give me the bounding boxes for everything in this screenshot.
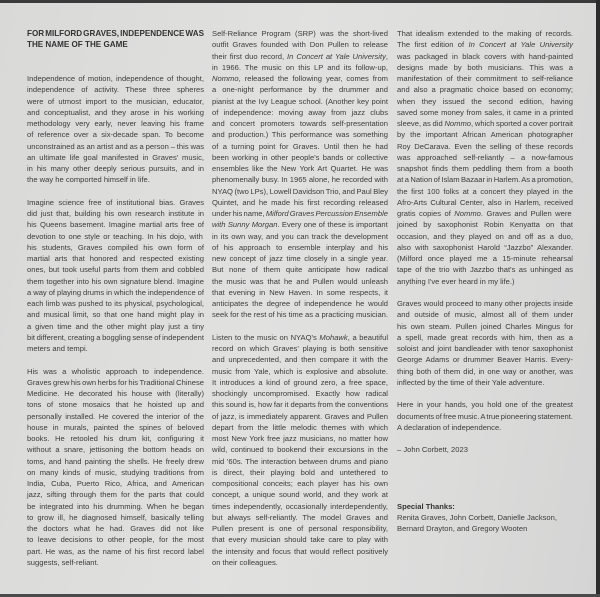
text-line: devotion to one style or teaching. In his dojo, with: [27, 231, 203, 241]
text-line: without a snare, jettisoning the bottom heads on: [27, 445, 204, 455]
italic-title: with Sunny Morgan: [212, 220, 278, 230]
text-segment: , a beautiful: [347, 332, 389, 342]
text-line: tape of the trio with Jazzbo that's as unhinged as: [397, 265, 573, 275]
text-line: in his many other deeply serious pursuits, and in: [27, 164, 204, 173]
text-line: and production.) This performance was something: [212, 130, 388, 140]
text-line: Quintet, and he made his first recording released: [212, 197, 388, 207]
text-line: unconstrained as an artist and as a person – this was: [27, 141, 204, 151]
text-line: phenomenally busy. In 1965 alone, he recorded with: [212, 175, 388, 185]
text-line: the way he comported himself in life.: [27, 175, 150, 185]
text-line: saved some money from sales, it came in a printed: [397, 107, 573, 117]
text-line: of a turning point for Graves. Until then he had: [212, 141, 388, 151]
text-segment: . Graves and Pullen were: [480, 209, 572, 218]
text-line: [212, 73, 388, 84]
text-line: an ultimate life goal manifested in Graves' music,: [27, 152, 204, 162]
text-line: seek for the rest of his time as a practicing musician.: [212, 310, 388, 320]
paragraph: [27, 197, 204, 355]
text-line: ensembles like the New York Art Quartet. He was: [212, 164, 388, 173]
text-line: his students, Graves compiled his own form of: [27, 242, 204, 252]
text-segment: , which sported a cover portrait: [471, 119, 573, 128]
text-line: manifestation of their commitment to self-reliance: [397, 74, 573, 83]
text-line: Special Thanks:: [397, 501, 455, 511]
text-line: by the important African American photographer: [397, 130, 573, 140]
italic-title: Nommo: [444, 119, 472, 128]
text-line: been working in other people's bands or collective: [212, 152, 388, 162]
text-line: a given time and the other might play just a tiny: [27, 321, 204, 331]
text-line: – John Corbett, 2023: [397, 445, 468, 455]
text-line: his own steam. Pullen joined Charles Mingus for: [397, 321, 573, 331]
text-line: at a Nation of Islam Bazaar in Harlem. As a promotion,: [397, 175, 573, 185]
text-line: [397, 208, 573, 219]
italic-title: In Concert at Yale University: [468, 40, 573, 50]
text-line: were of utmost import to the musician, educator,: [27, 96, 204, 106]
text-segment: their first duo record,: [212, 51, 288, 61]
article-title: [27, 28, 204, 51]
text-line: Here in your hands, you hold one of the greatest: [397, 400, 573, 410]
text-line: That idealism extended to the making of records.: [397, 29, 573, 38]
text-line: and outside of music, almost all of them under: [397, 310, 573, 320]
text-line: shockingly uncompromised. Exactly how radical: [212, 389, 388, 398]
text-line: music from Yale, which is explosive and absolute.: [212, 366, 388, 376]
text-line: be integrated into his drumming. When he began: [27, 501, 204, 511]
text-line: outfit Graves founded with Don Pullen to release: [212, 40, 388, 50]
text-line: a spell, made great records with him, then as a: [397, 332, 573, 342]
text-line: record on which Graves' playing is both sensitive: [212, 344, 388, 353]
italic-title: Nommo: [212, 74, 239, 83]
text-line: ones, but took useful parts from them and cobbled: [27, 265, 204, 275]
text-line: Graves would proceed to many other projects inside: [397, 299, 573, 308]
text-line: inflected by the time of their Yale adventure.: [397, 377, 545, 387]
text-line: A declaration of independence.: [397, 422, 502, 432]
text-line: of reference over a six-decade span. To become: [27, 130, 204, 140]
text-segment: sleeve, as did: [397, 119, 445, 128]
text-line: Pullen present is one of personal responsibility,: [212, 524, 388, 533]
paragraph: [397, 28, 573, 287]
text-line: Bernard Drayton, and Gregory Wooten: [397, 524, 528, 533]
paragraph: [27, 366, 204, 569]
text-line: Renita Graves, John Corbett, Danielle Jackson,: [397, 512, 557, 522]
text-line: the intensity and focus that would reflect positively: [212, 546, 388, 556]
text-line: anticipates the degree of independence he would: [212, 299, 388, 308]
text-line: part. He was, as the name of his first record label: [27, 546, 204, 556]
text-segment: The first edition of: [397, 40, 469, 50]
special-thanks: [397, 501, 573, 535]
text-line: snapshot finds them peddling them from a booth: [397, 164, 573, 173]
text-line: suggests, self-reliant.: [27, 557, 99, 567]
text-line: personally installed. He covered the interior of the: [27, 411, 204, 421]
text-line: and musical limit, so that one hand might play in: [27, 310, 204, 320]
text-line: [212, 208, 388, 219]
text-line: that every musician should take care to play with: [212, 535, 388, 545]
text-line: bit different, creating a boggling sense of independent: [27, 332, 204, 342]
text-line: each limb was pushed to its physical, psychological,: [27, 299, 204, 308]
text-line: a one-night performance by the drummer and: [212, 85, 388, 95]
column-middle: [212, 28, 388, 579]
text-line: times independently, occasionally interdependently,: [212, 501, 388, 511]
text-line: mid '60s. The interaction between drums and piano: [212, 456, 388, 466]
text-line: His was a wholistic approach to independence.: [27, 366, 204, 376]
text-line: was packaged in black covers with hand-painted: [397, 51, 573, 61]
text-line: occasion, and they played on and off as a duo,: [397, 231, 573, 241]
text-line: methodology very early, never leaving his frame: [27, 119, 204, 128]
column-right: [397, 28, 573, 546]
text-segment: , released the following year, comes from: [238, 74, 388, 83]
author-signature: [397, 444, 573, 455]
text-line: But none of them quite anticipate how radical: [212, 265, 388, 275]
paragraph: [27, 73, 204, 186]
text-line: that evening in New Haven. In some respects, it: [212, 287, 388, 297]
italic-title: Mohawk: [319, 332, 348, 342]
text-line: this sound is, how far it departs from the conventions: [212, 400, 388, 410]
text-line: martial arts that honored and respected existing: [27, 254, 204, 263]
text-line: to grow ill, he diagnosed himself, basically telling: [27, 512, 204, 522]
text-line: tons of stone mosaics that he hoisted up and: [27, 400, 204, 410]
text-line: joined by saxophonist Robin Kenyatta on that: [397, 220, 573, 230]
text-line: to leave decisions to other people, for the most: [27, 535, 204, 545]
text-line: Self-Reliance Program (SRP) was the short-lived: [212, 29, 388, 38]
text-line: and unprecedented, and then compare it with the: [212, 355, 388, 365]
italic-title: Nommo: [454, 209, 481, 218]
text-line: Medicine. He decorated his house with (literally): [27, 389, 204, 398]
text-line: [397, 39, 573, 50]
text-segment: Listen to the music on NYAQ's: [212, 332, 320, 342]
text-line: and concert promoters towards self-presentation: [212, 119, 388, 128]
text-line: documents of free music. A true pioneering statement.: [397, 411, 573, 421]
text-line: did just that, building his own research institute in: [27, 209, 204, 218]
text-line: designs made by both musicians. This was a: [397, 62, 573, 72]
text-line: house in murals, painted the spines of beloved: [27, 422, 204, 432]
text-line: also with saxophonist Harold “Jazzbo” Alexander.: [397, 242, 573, 252]
text-line: books. He retooled his drum kit, configuring it: [27, 434, 204, 443]
italic-title: Milford Graves Percussion Ensemble: [265, 209, 388, 218]
text-line: on their colleagues.: [212, 557, 278, 567]
text-line: [397, 118, 573, 129]
text-line: wild, continued to bookend their excursions in the: [212, 445, 388, 455]
text-line: and conceptualist, and they arose in his working: [27, 107, 204, 117]
text-line: Afro-Arts Cultural Center, also in Harlem, received: [397, 197, 573, 207]
text-line: NYAQ (two LPs), Lowell Davidson Trio, and Paul Bley: [212, 186, 388, 196]
text-line: new concept of jazz time closely in a single year.: [212, 254, 388, 263]
text-line: of jazz, is immediately apparent. Graves and Pullen: [212, 411, 388, 421]
text-line: but always self-reliantly. The model Graves and: [212, 512, 388, 522]
text-line: Independence of motion, independence of thought,: [27, 74, 204, 83]
text-line: of independence: moving away from jazz clubs: [212, 107, 388, 117]
text-line: toms, and hand painting the shells. He freely drew: [27, 456, 204, 466]
paragraph: [212, 332, 388, 568]
text-line: on many kinds of music, studying traditions from: [27, 467, 204, 477]
text-line: in 1966. The music on this LP and its follow-up,: [212, 62, 388, 72]
text-line: the first 100 folks at a concert they played in the: [397, 186, 573, 196]
text-line: the doctors what he had. Graves did not like: [27, 524, 204, 533]
text-line: independence of activity. These three spheres: [27, 85, 204, 95]
text-line: the music was that he and Pullen would unleash: [212, 276, 388, 286]
text-line: compositional conceits; each player has his own: [212, 479, 388, 488]
text-line: Imagine science free of institutional bias. Graves: [27, 197, 204, 207]
paragraph: [397, 298, 573, 388]
text-line: depart from the little melodic themes with which: [212, 422, 388, 432]
text-segment: gratis copies of: [397, 209, 455, 218]
text-segment: ,: [385, 51, 388, 61]
text-segment: under his name,: [212, 209, 266, 218]
text-line: Graves grew his own herbs for his Traditional Chinese: [27, 377, 204, 387]
paragraph: [212, 28, 388, 321]
text-line: in its own way, and you can track the development: [212, 231, 388, 241]
text-line: India, Cuba, Puerto Rico, Africa, and American: [27, 479, 204, 488]
text-line: pianist at the Ivy League school. (Another key point: [212, 96, 388, 106]
text-line: THE NAME OF THE GAME: [27, 40, 128, 50]
text-line: them together into his own signature blend. Imagine: [27, 276, 204, 286]
column-left: [27, 28, 204, 579]
text-line: [212, 219, 388, 230]
text-segment: . Every one of these is important: [277, 220, 388, 230]
text-line: meters and tempi.: [27, 344, 88, 353]
text-line: anything I've ever heard in my life.): [397, 276, 515, 286]
text-line: FOR MILFORD GRAVES, INDEPENDENCE WAS: [27, 29, 204, 38]
paragraph: [397, 399, 573, 433]
text-line: concept, a unique sound world, and they work at: [212, 490, 388, 500]
text-line: George Adams or drummer Beaver Harris. Every-: [397, 355, 573, 365]
text-line: jazz, sifting through them for the parts that could: [27, 490, 204, 500]
text-line: It introduces a kind of ground zero, a free space,: [212, 377, 388, 387]
text-line: (Milford once played me a 15-minute rehearsal: [397, 254, 573, 263]
text-line: soloist and joint bandleader with tenor saxophonist: [397, 344, 573, 353]
italic-title: In Concert at Yale University: [287, 51, 386, 61]
text-line: Roy DeCarava. Even the selling of these records: [397, 141, 573, 151]
text-line: thing both of them did, in one way or another, was: [397, 366, 573, 376]
text-line: when they issued the second edition, having: [397, 96, 573, 106]
text-line: and also a pragmatic choice based on economy;: [397, 85, 573, 95]
text-line: was approached self-reliantly – a now-famous: [397, 152, 573, 162]
text-line: [212, 51, 388, 62]
text-line: is direct, their playing bold and untethered to: [212, 467, 388, 477]
text-line: most New York free jazz musicians, no matter how: [212, 434, 388, 443]
text-line: a way of playing drums in which the independence of: [27, 287, 204, 297]
top-edge: [0, 0, 600, 3]
right-edge: [596, 0, 600, 597]
text-line: his Queens basement. Imagine martial arts free of: [27, 220, 204, 230]
text-line: [212, 332, 388, 343]
text-line: of his approach to ensemble interplay and his: [212, 242, 388, 252]
